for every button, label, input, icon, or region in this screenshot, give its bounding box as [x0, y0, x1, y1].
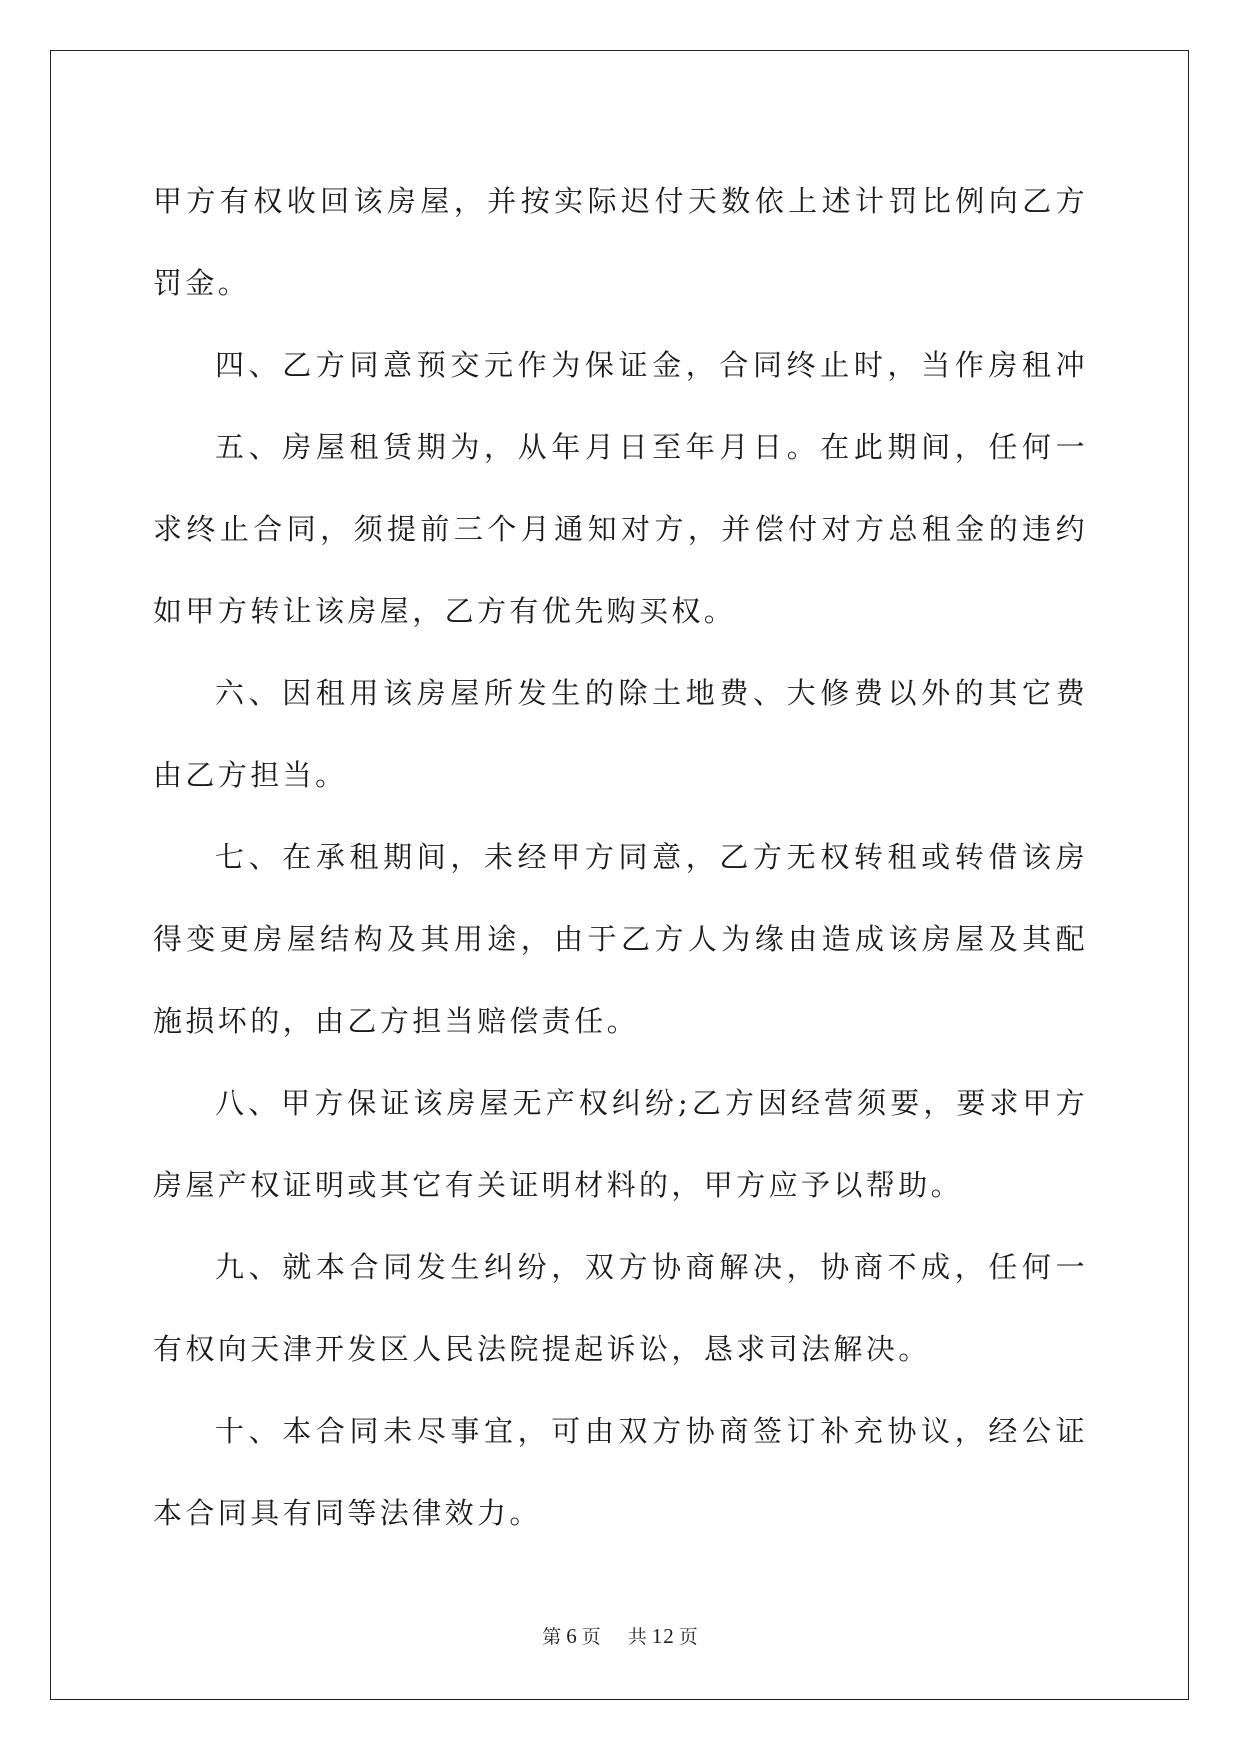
- page-footer: [0, 1622, 1241, 1649]
- clause-7-line-2: 得变更房屋结构及其用途，由于乙方人为缘由造成该房屋及其配: [153, 922, 1088, 956]
- page-prefix: 第: [542, 1626, 563, 1648]
- clause-5-line-2: 求终止合同，须提前三个月通知对方，并偿付对方总租金的违约: [153, 512, 1088, 546]
- clause-7-line-1: 七、在承租期间，未经甲方同意，乙方无权转租或转借该房: [215, 840, 1088, 874]
- clause-9-line-1: 九、就本合同发生纠纷，双方协商解决，协商不成，任何一: [215, 1250, 1088, 1284]
- clause-7-line-3: 施损坏的，由乙方担当赔偿责任。: [153, 1004, 640, 1038]
- clause-8-line-2: 房屋产权证明或其它有关证明材料的，甲方应予以帮助。: [153, 1168, 964, 1202]
- page-current-number: 6: [566, 1624, 578, 1648]
- clause-10-line-2: 本合同具有同等法律效力。: [153, 1496, 542, 1530]
- body-line-2: 罚金。: [153, 266, 251, 300]
- page-total-number: 12: [651, 1624, 675, 1648]
- clause-5-line-1: 五、房屋租赁期为，从年月日至年月日。在此期间，任何一: [215, 430, 1088, 464]
- page-unit: 页: [581, 1626, 602, 1648]
- clause-9-line-2: 有权向天津开发区人民法院提起诉讼，恳求司法解决。: [153, 1332, 931, 1366]
- clause-8-line-1: 八、甲方保证该房屋无产权纠纷;乙方因经营须要，要求甲方: [215, 1086, 1088, 1120]
- clause-5-line-3: 如甲方转让该房屋，乙方有优先购买权。: [153, 594, 737, 628]
- document-body: [153, 160, 1088, 1554]
- total-prefix: 共: [627, 1626, 648, 1648]
- clause-6-line-1: 六、因租用该房屋所发生的除土地费、大修费以外的其它费: [215, 676, 1088, 710]
- clause-10-line-1: 十、本合同未尽事宜，可由双方协商签订补充协议，经公证: [215, 1414, 1088, 1448]
- clause-4-line-1: 四、乙方同意预交元作为保证金，合同终止时，当作房租冲: [215, 348, 1088, 382]
- clause-6-line-2: 由乙方担当。: [153, 758, 348, 792]
- body-line-1: 甲方有权收回该房屋，并按实际迟付天数依上述计罚比例向乙方: [153, 184, 1088, 218]
- total-unit: 页: [678, 1626, 699, 1648]
